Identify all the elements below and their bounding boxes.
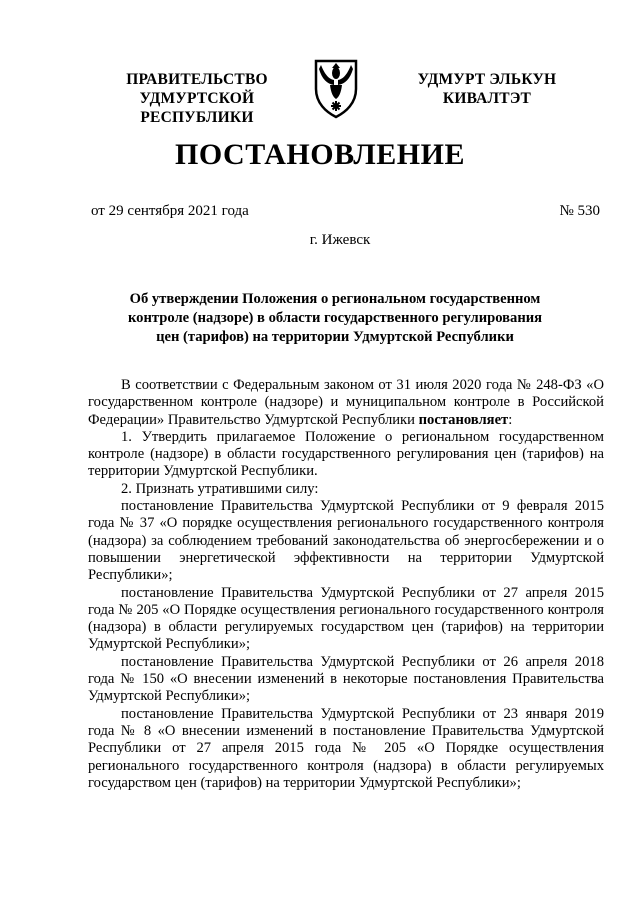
repealed-item-3: постановление Правительства Удмуртской Республики от 26 апреля 2018 года № 150 «О внесении изменений в некоторые постановления Правительства Удмуртской Республики»; <box>88 653 604 705</box>
resolves-colon: : <box>508 411 513 428</box>
repealed-item-2: постановление Правительства Удмуртской Республики от 27 апреля 2015 года № 205 «О Порядке осуществления регионального государственного контроля (надзора) в области регулируемых государством цен (тарифов) на территории Удмуртской Республики»; <box>88 584 604 653</box>
header-right-line1: УДМУРТ ЭЛЬКУН <box>417 71 557 88</box>
title-line3: цен (тарифов) на территории Удмуртской Республики <box>156 329 514 345</box>
header-right-line2: КИВАЛТЭТ <box>442 90 532 107</box>
item-1-paragraph: 1. Утвердить прилагаемое Положение о региональном государственном контроле (надзоре) в области государственного регулирования цен (тарифов) на территории Удмуртской Республики. <box>88 428 604 480</box>
document-date: от 29 сентября 2021 года <box>91 203 249 219</box>
document-subject-title <box>110 290 560 347</box>
preamble-paragraph <box>88 377 604 429</box>
title-line2: контроле (надзоре) в области государственного регулирования <box>127 310 543 326</box>
repealed-item-1: постановление Правительства Удмуртской Республики от 9 февраля 2015 года № 37 «О порядке осуществления регионального государственного контроля (надзора) за соблюдением требований законодательства об энергосбережении и о повышении энергетической эффективности на территории Удмуртской Республики»; <box>88 498 604 584</box>
header-left <box>82 70 312 127</box>
preamble-text: В соответствии с Федеральным законом от 31 июля 2020 года № 248-ФЗ «О государственном контроле (надзоре) и муниципальном контроле в Российской Федерации» Правительство Удмуртской Республики <box>88 377 604 428</box>
document-body <box>88 377 604 792</box>
item-2-paragraph: 2. Признать утратившими силу: <box>121 480 319 497</box>
resolves-word: постановляет <box>418 411 509 428</box>
repealed-item-4: постановление Правительства Удмуртской Республики от 23 января 2019 года № 8 «О внесении изменений в постановление Правительства Удмуртской Республики от 27 апреля 2015 года № 205 «О Порядке осуществления регионального государственного контроля (надзора) в области регулируемых государством цен (тарифов) на территории Удмуртской Республики»; <box>88 705 604 791</box>
coat-of-arms-emblem-icon <box>313 55 359 119</box>
header-left-line2: УДМУРТСКОЙ РЕСПУБЛИКИ <box>139 90 255 126</box>
title-line1: Об утверждении Положения о региональном государственном <box>129 291 541 307</box>
header-right <box>392 70 582 108</box>
document-number: № 530 <box>559 203 600 219</box>
document-city: г. Ижевск <box>309 232 371 248</box>
header-left-line1: ПРАВИТЕЛЬСТВО <box>126 71 268 88</box>
document-type-title: ПОСТАНОВЛЕНИЕ <box>175 138 465 171</box>
